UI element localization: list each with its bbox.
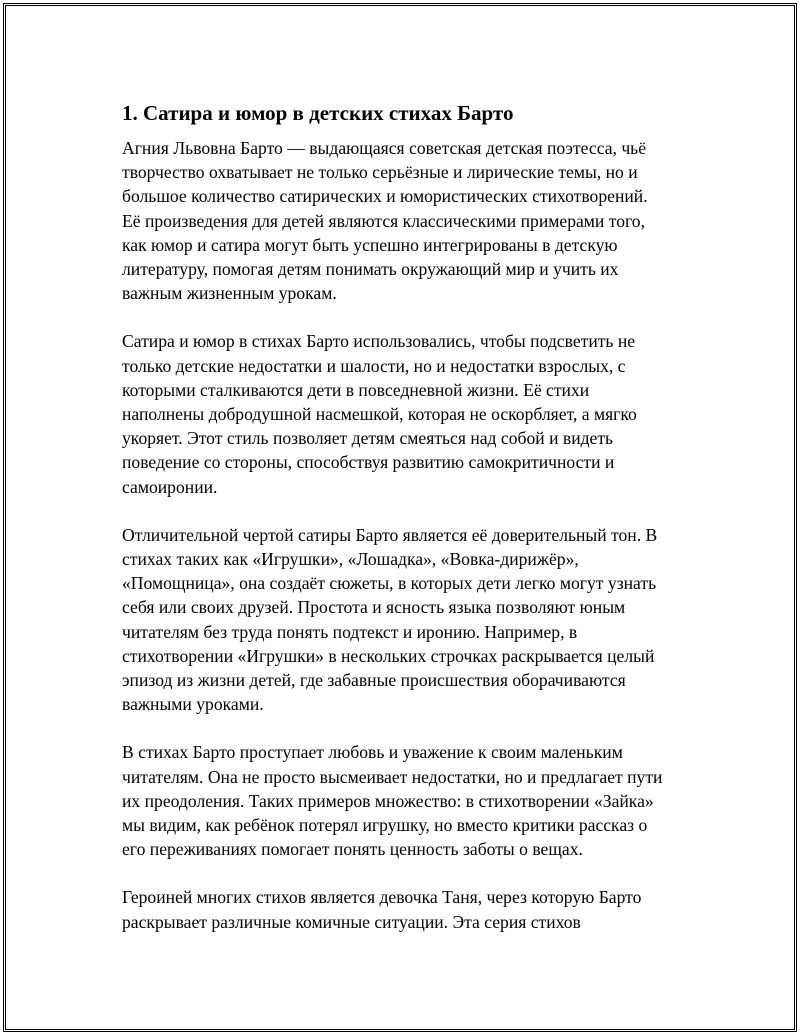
text-line: раскрывает различные комичные ситуации. Эта серия стихов: [122, 911, 581, 932]
text-line: укоряет. Этот стиль позволяет детям смеяться над собой и видеть: [122, 428, 614, 449]
text-line: читателям без труда понять подтекст и иронию. Например, в: [122, 621, 578, 642]
page-content: [122, 99, 702, 958]
text-line: Героиней многих стихов является девочка Таня, через которую Барто: [122, 887, 642, 908]
text-line: Сатира и юмор в стихах Барто использовались, чтобы подсветить не: [122, 331, 636, 352]
text-line: творчество охватывает не только серьёзные и лирические темы, но и: [122, 162, 638, 183]
page-frame: [3, 3, 797, 1032]
text-line: только детские недостатки и шалости, но и недостатки взрослых, с: [122, 355, 626, 376]
paragraph-satire-purpose: [122, 329, 702, 498]
text-line: литературу, помогая детям понимать окружающий мир и учить их: [122, 259, 619, 280]
text-line: как юмор и сатира могут быть успешно интегрированы в детскую: [122, 234, 618, 255]
text-line: Отличительной чертой сатиры Барто является её доверительный тон. В: [122, 524, 658, 545]
text-line: поведение со стороны, способствуя развитию самокритичности и: [122, 452, 615, 473]
text-line: читателям. Она не просто высмеивает недостатки, но и предлагает пути: [122, 766, 663, 787]
text-line: стихотворении «Игрушки» в нескольких строчках раскрывается целый: [122, 645, 655, 666]
text-line: «Помощница», она создаёт сюжеты, в которых дети легко могут узнать: [122, 573, 657, 594]
text-line: эпизод из жизни детей, где забавные происшествия оборачиваются: [122, 670, 626, 691]
paragraph-love-respect: [122, 740, 702, 861]
text-line: важными уроками.: [122, 694, 264, 715]
text-line: которыми сталкиваются дети в повседневной жизни. Её стихи: [122, 379, 590, 400]
text-line: мы видим, как ребёнок потерял игрушку, но вместо критики рассказ о: [122, 815, 648, 836]
paragraph-tanya: [122, 885, 702, 933]
text-line: их преодоления. Таких примеров множество: в стихотворении «Зайка»: [122, 790, 654, 811]
text-line: Её произведения для детей являются классическими примерами того,: [122, 210, 645, 231]
text-line: его переживаниях помогает понять ценность заботы о вещах.: [122, 839, 583, 860]
text-line: себя или своих друзей. Простота и ясность языка позволяют юным: [122, 597, 626, 618]
text-line: большое количество сатирических и юмористических стихотворений.: [122, 186, 648, 207]
section-heading: 1. Сатира и юмор в детских стихах Барто: [122, 101, 514, 125]
text-line: стихах таких как «Игрушки», «Лошадка», «Вовка-дирижёр»,: [122, 549, 579, 570]
text-line: важным жизненным урокам.: [122, 283, 337, 304]
text-line: В стихах Барто проступает любовь и уважение к своим маленьким: [122, 742, 623, 763]
text-line: Агния Львовна Барто — выдающаяся советская детская поэтесса, чьё: [122, 138, 647, 158]
text-line: наполнены добродушной насмешкой, которая не оскорбляет, а мягко: [122, 404, 637, 425]
paragraph-intro: [122, 136, 702, 305]
paragraph-trusting-tone: [122, 523, 702, 717]
text-line: самоиронии.: [122, 476, 218, 497]
